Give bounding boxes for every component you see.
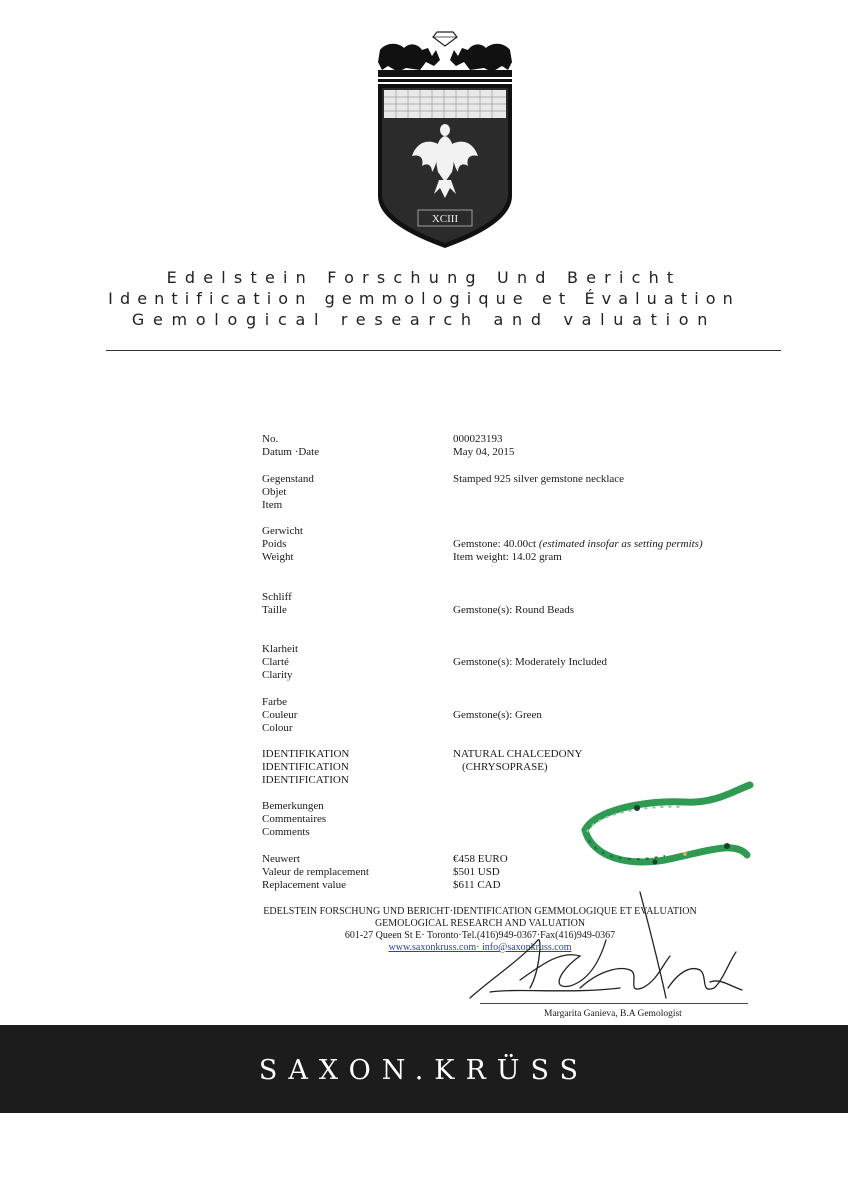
- comments-label-en: Comments: [262, 826, 310, 838]
- replacement-value-cad: $611 CAD: [453, 879, 501, 891]
- item-label-de: Gegenstand: [262, 473, 314, 485]
- footer-address-line: 601-27 Queen St E· Toronto·Tel.(416)949-0367·Fax(416)949-0367: [344, 930, 616, 941]
- gemstone-weight: [453, 538, 703, 551]
- weight-label-de: Gerwicht: [262, 525, 303, 537]
- clarity-label-fr: Clarté: [262, 656, 289, 668]
- replacement-label-en: Replacement value: [262, 879, 346, 891]
- replacement-value-usd: $501 USD: [453, 866, 500, 878]
- item-value: Stamped 925 silver gemstone necklace: [453, 473, 625, 485]
- comments-label-fr: Commentaires: [262, 813, 327, 825]
- crest-numeral: XCIII: [431, 213, 459, 225]
- crest-logo: [376, 26, 514, 252]
- lions-crown-icon: [378, 44, 512, 82]
- weight-label-fr: Poids: [262, 538, 287, 550]
- brand-name: SAXON.KRÜSS: [258, 1055, 590, 1086]
- heading-german: Edelstein Forschung Und Bericht: [166, 268, 682, 287]
- heading-french: Identification gemmologique et Évaluation: [108, 289, 740, 308]
- replacement-label-de: Neuwert: [262, 853, 300, 865]
- footer-website-link[interactable]: www.saxonkruss.com· info@saxonkruss.com: [388, 942, 572, 953]
- clarity-label-de: Klarheit: [262, 643, 299, 655]
- replacement-value-eur: €458 EURO: [453, 853, 508, 865]
- identification-label-en: IDENTIFICATION: [262, 774, 349, 786]
- colour-value: Gemstone(s): Green: [453, 709, 542, 721]
- identification-value: NATURAL CHALCEDONY: [453, 748, 583, 760]
- diamond-icon: [433, 32, 457, 46]
- heading-english: Gemological research and valuation: [131, 310, 717, 329]
- item-label-fr: Objet: [262, 486, 287, 498]
- no-label: No.: [262, 433, 279, 445]
- header-divider: [106, 350, 781, 351]
- clarity-value: Gemstone(s): Moderately Included: [453, 656, 607, 668]
- clarity-label-en: Clarity: [262, 669, 293, 681]
- signature-line: [480, 1003, 748, 1004]
- identification-variety: (CHRYSOPRASE): [462, 761, 548, 773]
- identification-label-fr: IDENTIFICATION: [262, 761, 349, 773]
- certificate-date: May 04, 2015: [453, 446, 515, 458]
- colour-label-en: Colour: [262, 722, 293, 734]
- replacement-label-fr: Valeur de remplacement: [262, 866, 369, 878]
- cut-value: Gemstone(s): Round Beads: [453, 604, 574, 616]
- footer-company-line: EDELSTEIN FORSCHUNG UND BERICHT·IDENTIFICATION GEMMOLOGIQUE ET EVALUATION: [263, 906, 697, 917]
- item-label-en: Item: [262, 499, 283, 511]
- gemstone-weight-value: Gemstone: 40.00ct: [453, 538, 537, 550]
- identification-label-de: IDENTIFIKATION: [262, 748, 350, 760]
- cut-label-de: Schliff: [262, 591, 292, 603]
- comments-label-de: Bemerkungen: [262, 800, 324, 812]
- cut-label-fr: Taille: [262, 604, 287, 616]
- shield-chief: [384, 90, 506, 118]
- handwritten-signature: [430, 870, 760, 1010]
- footer-subtitle-line: GEMOLOGICAL RESEARCH AND VALUATION: [374, 918, 586, 929]
- necklace-photo: [575, 780, 755, 880]
- date-label: Datum ·Date: [262, 446, 320, 458]
- colour-label-fr: Couleur: [262, 709, 298, 721]
- signer-name: Margarita Ganieva, B.A Gemologist: [544, 1009, 682, 1019]
- gemstone-weight-note: (estimated insofar as setting permits): [538, 538, 703, 550]
- certificate-number: 000023193: [453, 433, 503, 445]
- item-weight: Item weight: 14.02 gram: [453, 551, 562, 563]
- weight-label-en: Weight: [262, 551, 294, 563]
- colour-label-de: Farbe: [262, 696, 288, 708]
